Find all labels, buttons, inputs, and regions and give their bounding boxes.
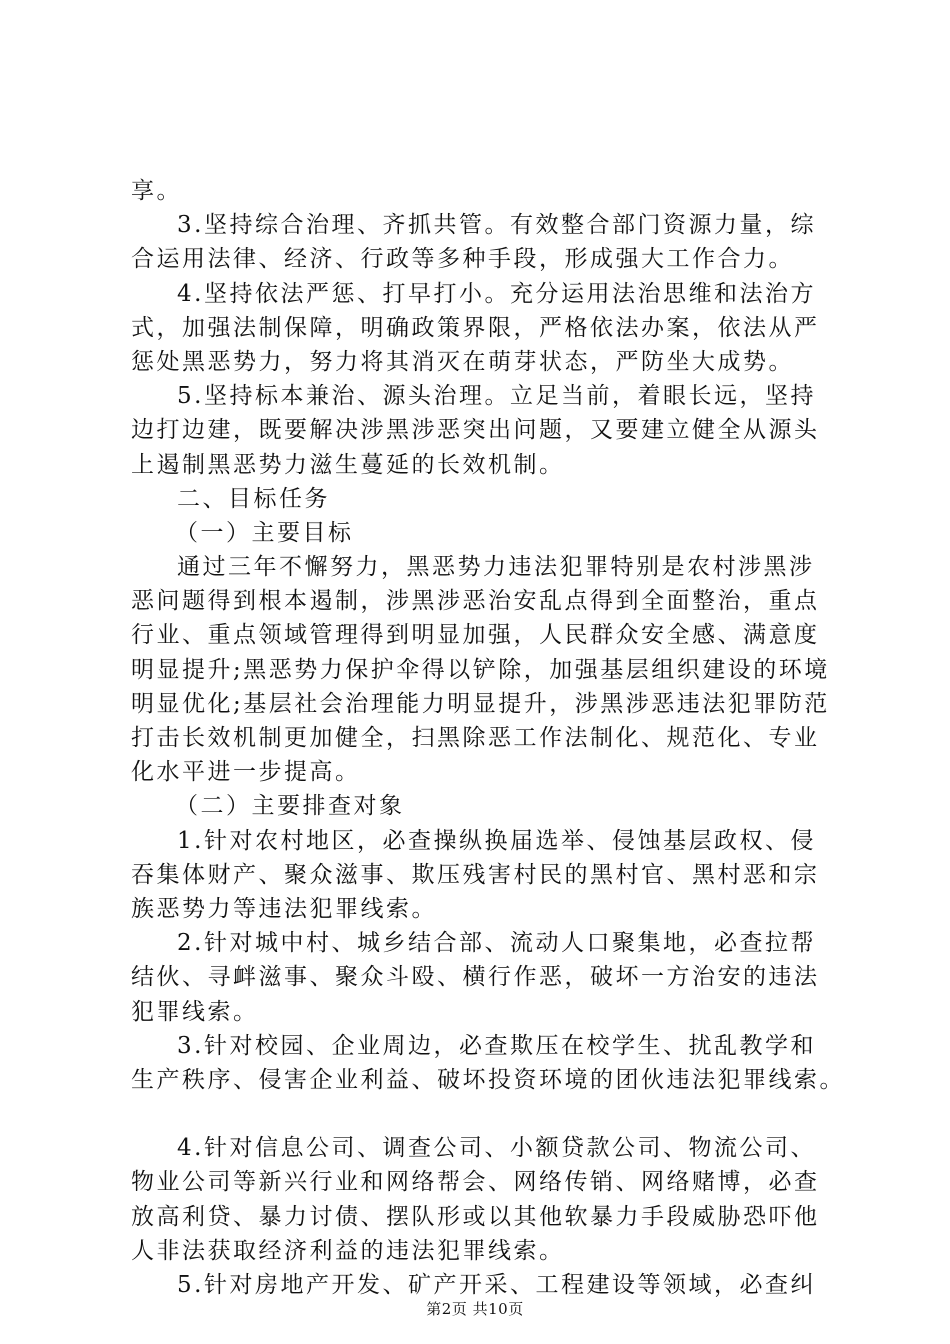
text-line: 3.针对校园、企业周边，必查欺压在校学生、扰乱教学和 [177, 1032, 816, 1059]
paragraph-gap [131, 1097, 841, 1131]
text-line: 边打边建，既要解决涉黑涉恶突出问题，又要建立健全从源头 [131, 417, 820, 444]
text-line: 化水平进一步提高。 [131, 759, 361, 786]
section-heading: 二、目标任务 [177, 485, 330, 512]
text-line: 人非法获取经济利益的违法犯罪线索。 [131, 1237, 565, 1264]
text-line: 上遏制黑恶势力滋生蔓延的长效机制。 [131, 451, 565, 478]
text-line: 2.针对城中村、城乡结合部、流动人口聚集地，必查拉帮 [177, 930, 816, 957]
text-line: 犯罪线索。 [131, 998, 259, 1025]
text-line: 4.针对信息公司、调查公司、小额贷款公司、物流公司、 [177, 1135, 816, 1162]
text-line: 恶问题得到根本遏制，涉黑涉恶治安乱点得到全面整治，重点 [131, 588, 820, 615]
text-line: 打击长效机制更加健全，扫黑除恶工作法制化、规范化、专业 [131, 725, 820, 751]
text-line: 生产秩序、侵害企业利益、破坏投资环境的团伙违法犯罪线索。 [131, 1066, 845, 1093]
text-line: 物业公司等新兴行业和网络帮会、网络传销、网络赌博，必查 [131, 1169, 820, 1196]
text-line: 3.坚持综合治理、齐抓共管。有效整合部门资源力量，综 [177, 212, 816, 239]
text-line: 吞集体财产、聚众滋事、欺压残害村民的黑村官、黑村恶和宗 [131, 861, 820, 888]
text-line: 式，加强法制保障，明确政策界限，严格依法办案，依法从严 [131, 314, 820, 341]
text-line: 惩处黑恶势力，努力将其消灭在萌芽状态，严防坐大成势。 [131, 348, 794, 375]
text-line: 行业、重点领域管理得到明显加强，人民群众安全感、满意度 [131, 622, 820, 649]
text-line: 放高利贷、暴力讨债、摆队形或以其他软暴力手段威胁恐吓他 [131, 1203, 820, 1230]
text-line: 享。 [131, 178, 182, 204]
text-line: 明显优化;基层社会治理能力明显提升，涉黑涉恶违法犯罪防范 [131, 690, 830, 717]
subsection-heading: （二）主要排查对象 [175, 793, 405, 820]
text-line: 1.针对农村地区，必查操纵换届选举、侵蚀基层政权、侵 [177, 827, 816, 854]
page-footer: 第2页 共10页 [426, 1300, 524, 1318]
document-body [131, 174, 845, 1302]
text-line: 族恶势力等违法犯罪线索。 [131, 895, 437, 922]
subsection-heading: （一）主要目标 [175, 519, 354, 546]
text-line: 明显提升;黑恶势力保护伞得以铲除，加强基层组织建设的环境 [131, 656, 830, 683]
text-line: 5.针对房地产开发、矿产开采、工程建设等领域，必查纠 [177, 1272, 816, 1298]
text-line: 4.坚持依法严惩、打早打小。充分运用法治思维和法治方 [177, 280, 816, 307]
text-line: 结伙、寻衅滋事、聚众斗殴、横行作恶，破坏一方治安的违法 [131, 964, 820, 991]
text-line: 合运用法律、经济、行政等多种手段，形成强大工作合力。 [131, 246, 794, 273]
text-line: 通过三年不懈努力，黑恶势力违法犯罪特别是农村涉黑涉 [177, 554, 815, 581]
text-line: 5.坚持标本兼治、源头治理。立足当前，着眼长远，坚持 [177, 383, 816, 410]
